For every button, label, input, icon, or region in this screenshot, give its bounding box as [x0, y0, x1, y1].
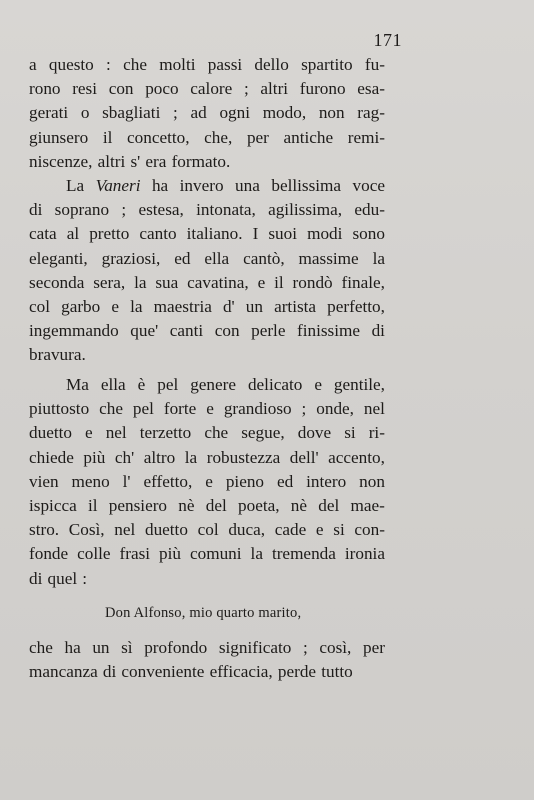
- text-line: di quel :: [29, 568, 88, 588]
- text-line: rono resi con poco calore ; altri furono esa-: [29, 79, 385, 99]
- text-line: chiede più ch' altro la robustezza dell' accento,: [29, 447, 385, 467]
- text-line: fonde colle frasi più comuni la tremenda ironia: [29, 544, 385, 564]
- text-line: eleganti, graziosi, ed ella cantò, massime la: [29, 248, 385, 268]
- text-line: bravura.: [29, 345, 86, 365]
- text-line: col garbo e la maestria d' un artista perfetto,: [29, 296, 385, 316]
- text-line: niscenze, altri s' era formato.: [29, 151, 231, 171]
- text-line: stro. Così, nel duetto col duca, cade e si con-: [29, 520, 385, 540]
- text-line: gerati o sbagliati ; ad ogni modo, non rag-: [29, 103, 385, 123]
- text-line: Ma ella è pel genere delicato e gentile,: [66, 375, 385, 394]
- text-line: cata al pretto canto italiano. I suoi modi sono: [29, 224, 385, 244]
- text-line: che ha un sì profondo significato ; così, per: [29, 638, 385, 657]
- text-line: ispicca il pensiero nè del poeta, nè del mae-: [29, 495, 385, 515]
- verse-quotation: Don Alfonso, mio quarto marito,: [105, 605, 302, 621]
- paragraph-1: [29, 53, 385, 174]
- paragraph-3: [29, 373, 385, 591]
- paragraph-4: [29, 636, 385, 684]
- text-line: a questo : che molti passi dello spartito fu-: [29, 55, 385, 74]
- text-line: vien meno l' effetto, e pieno ed intero non: [29, 471, 385, 491]
- text-line: piuttosto che pel forte e grandioso ; onde, nel: [29, 399, 385, 419]
- text-line: mancanza di conveniente efficacia, perde tutto: [29, 662, 353, 682]
- paragraph-2: [29, 174, 385, 368]
- text-line: giunsero il concetto, che, per antiche remi-: [29, 127, 385, 147]
- text-line: seconda sera, la sua cavatina, e il rondò finale,: [29, 272, 385, 292]
- page-number: 171: [373, 30, 402, 50]
- text-line: duetto e nel terzetto che segue, dove si ri-: [29, 423, 385, 443]
- text-line: di soprano ; estesa, intonata, agilissima, edu-: [29, 200, 385, 220]
- text-line: La Vaneri ha invero una bellissima voce: [66, 176, 385, 195]
- text-line: ingemmando que' canti con perle finissime di: [29, 321, 385, 341]
